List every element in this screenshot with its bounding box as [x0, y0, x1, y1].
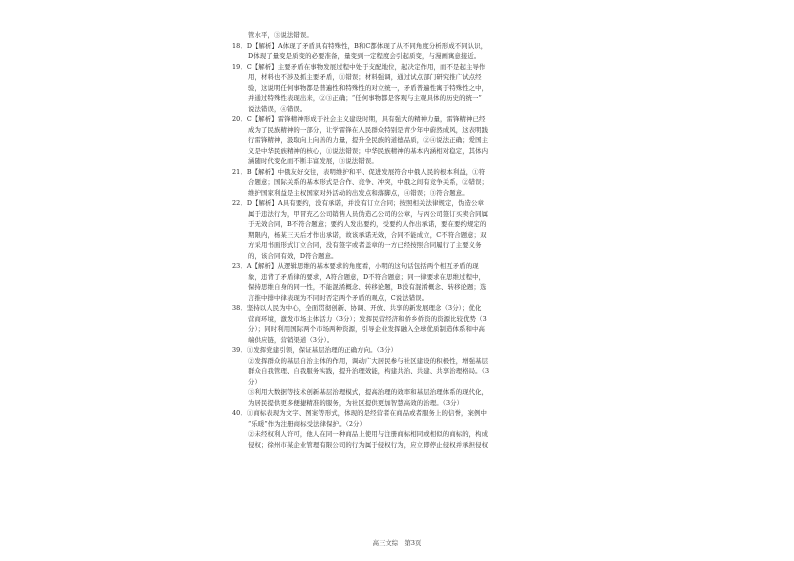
text-line: 保持思维自身的同一性，不能混淆概念、转移论题，B没有混淆概念、转移论题；选 [248, 283, 487, 291]
page-footer: 高三文综 第3页 [372, 539, 422, 547]
text-line: 为居民提供更多便捷精准的服务，为社区提供更加智慧高效的治理。（3分） [248, 398, 464, 407]
text-line: 分）；同时利用国际两个市场两种资源，引导企业发挥融入全球优质制造体系和中高 [248, 325, 485, 333]
text-line: 言推中排中律表现为不同时否定两个矛盾的观点，C说法错误。 [248, 293, 429, 302]
text-line: 于无效合同，B不符合题意；要约人发出要约，受要约人作出承诺，要在要约规定的 [248, 220, 487, 228]
text-line: 22．D【解析】A具有要约，没有承诺，并没有订立合同；按照相关法律规定，伪造公章 [232, 199, 484, 207]
text-line: D体现了量变是质变的必要准备，量变到一定程度会引起质变，与漫画寓意接近。 [248, 52, 481, 60]
text-line: 并通过特殊性表现出来，②③正确；“任何事物都是客观与主观具体的历史的统一” [248, 94, 482, 102]
text-line: 分） [248, 377, 261, 386]
text-line: 39．①发挥党建引领，保证基层治理的正确方向。（3分） [232, 346, 398, 354]
text-line: 合题意；国际关系的基本形式是合作、竞争、冲突，中俄之间有竞争关系，②错误； [248, 178, 489, 186]
text-line: 说法错误，④错误。 [248, 104, 307, 113]
text-line: ②发挥群众的基层自治主体的作用，调动广大居民参与社区建设的积极性，增强基层 [248, 356, 489, 365]
text-line: 方采用书面形式订立合同，没有签字或者盖章的一方已经按照合同履行了主要义务 [248, 241, 482, 249]
text-line: 20．C【解析】雷锋精神形成于社会主义建设时期，具有强大的精神力量，雷锋精神已经 [232, 115, 486, 123]
text-line: 期限内，杨某三天后才作出承诺，故该承诺无效，合同不能成立，C不符合题意；双 [248, 230, 487, 239]
text-line: 端供应链，营销渠道（3分）。 [248, 335, 334, 344]
text-line: 侵权；徐州市某企业管理有限公司的行为属于侵权行为，应立即停止侵权并承担侵权 [248, 440, 489, 449]
text-line: 40．①商标表现为文字、图案等形式，体现的是经营者在商品或者服务上的信誉，案例中 [232, 409, 487, 417]
text-line: 属于违法行为，甲冒充乙公司销售人员伪造乙公司的公章，与丙公司签订买卖合同属 [248, 209, 489, 218]
text-line: 行雷锋精神，汲取向上向善的力量，提升全民族的道德品质，②④说法正确；爱国主 [248, 136, 489, 144]
text-line: 的，该合同有效，D符合题意。 [248, 251, 338, 260]
text-line: 21．B【解析】中俄友好交往，表明维护和平、促进发展符合中俄人民的根本利益，①符 [232, 167, 486, 176]
text-line: 管水平，③说法错误。 [248, 31, 313, 39]
text-line: 23．A【解析】从逻辑思维的基本要求的角度看，小明的这句话包括两个相互矛盾的现 [232, 262, 479, 270]
text-line: “乐暖”作为注册商标受法律保护。（2分） [248, 419, 367, 428]
text-line: 验，这说明任何事物都是普遍性和特殊性的对立统一，矛盾普遍性寓于特殊性之中， [248, 83, 489, 92]
text-line: 涵随时代变化而不断丰富发展，③说法错误。 [248, 157, 378, 165]
text-line: 营商环境，激发市场主体活力（3分）；发挥民营经济和侨乡侨资的资源比较优势（3 [248, 314, 487, 323]
text-line: 群众自我管理、自我服务实践，提升治理效能，构建共治、共建、共享治理格局。（3 [248, 367, 490, 375]
text-line: 用，材料也不涉及抓主要矛盾，①错误；材料强调，通过试点部门研究推广试点经 [248, 73, 482, 81]
text-line: 象，违背了矛盾律的要求，A符合题意，D不符合题意；同一律要求在思维过程中， [248, 272, 486, 281]
answer-key-text [232, 30, 562, 450]
text-line: ②未经权利人许可，他人在同一种商品上使用与注册商标相同或相似的商标的，构成 [248, 430, 489, 438]
text-line: 18．D【解析】A体现了矛盾具有特殊性，B和C都体现了从不同角度分析形成不同认识， [232, 41, 488, 50]
text-line: ③利用大数据等技术创新基层治理模式，提高治理的效率和基层治理体系的现代化， [248, 388, 489, 396]
text-line: 成为了民族精神的一部分，让学雷锋在人民群众特别是青少年中蔚然成风，这表明践 [248, 125, 489, 134]
text-line: 义是中华民族精神的核心，①说法错误；中华民族精神的基本内涵相对稳定，其体内 [248, 146, 489, 155]
text-line: 38．坚持以人民为中心，全面贯彻创新、协调、开放、共享的新发展理念（3分）；优化 [232, 304, 482, 312]
text-line: 19．C【解析】主要矛盾在事物发展过程中处于支配地位，起决定作用，而不是起主导作 [232, 62, 486, 71]
text-line: 维护国家利益是主权国家对外活动的出发点和落脚点，④错误；③符合题意。 [248, 188, 469, 197]
